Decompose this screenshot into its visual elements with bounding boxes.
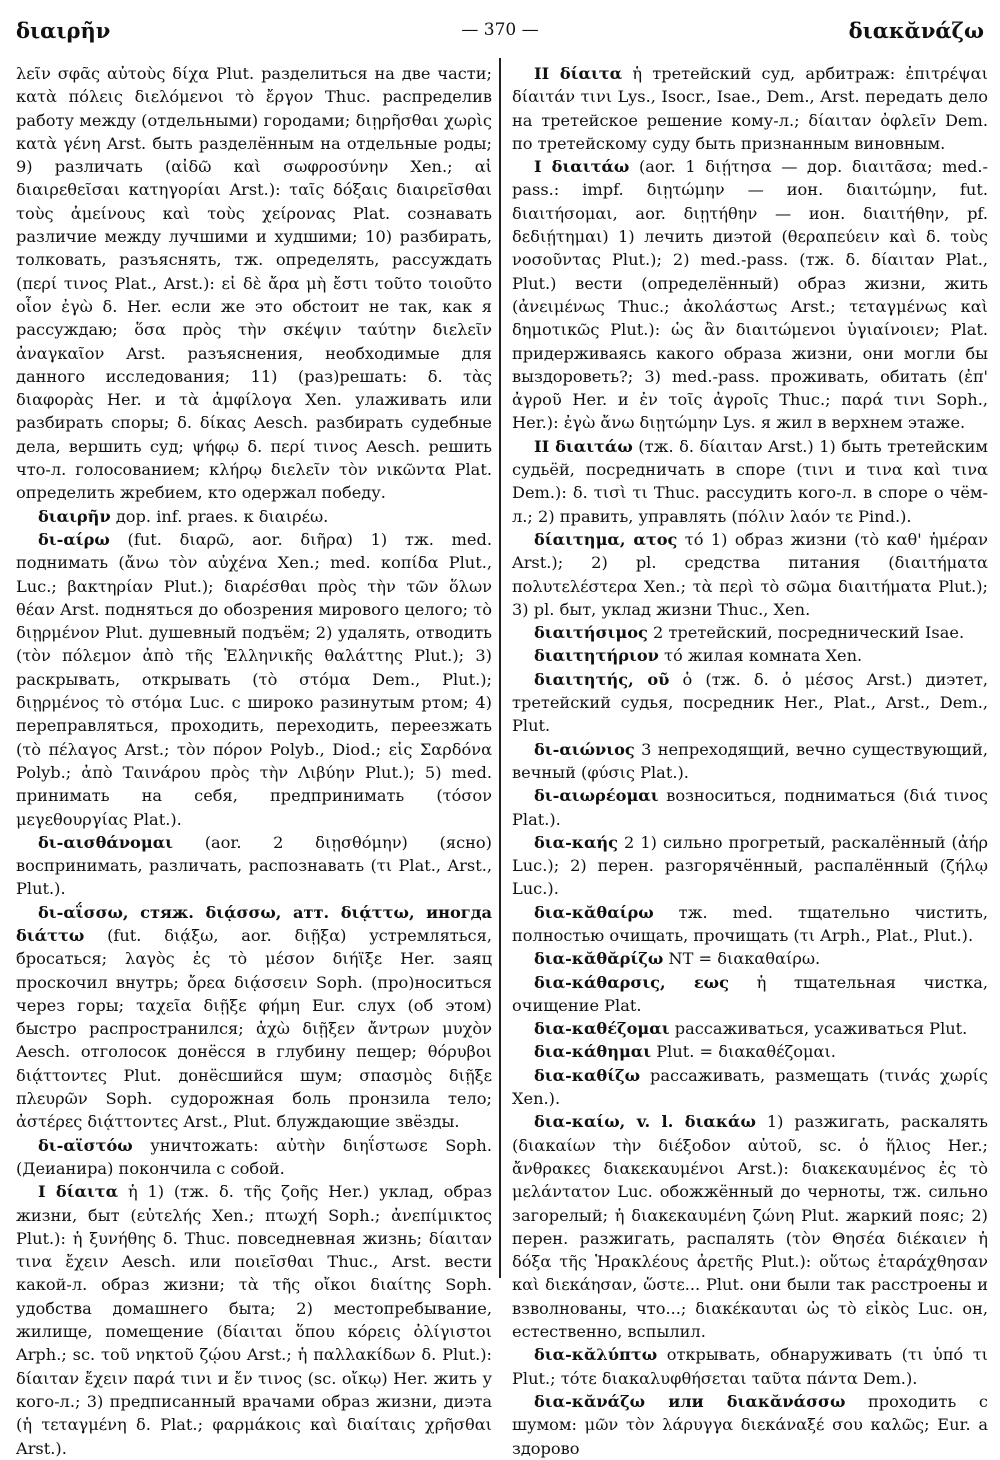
entry-headword: δια-κᾰνάζω или διακᾰνάσσω xyxy=(534,1391,846,1411)
dictionary-entry xyxy=(16,901,492,1134)
entry-headword: I διαιτάω xyxy=(534,157,630,177)
right-column xyxy=(512,62,989,1458)
dictionary-entry xyxy=(512,738,988,785)
entry-text: 1) разжигать, раскалять (διακαίων τὴν διέξοδον αὐτοῦ, sc. ὁ ἥλιος Her.; ἄνθρακες διακεκαυμένοι Arst.): διακεκαυμένος ἐς τὸ μελάντατον Luc. обожжённый до черноты, тж. сильно загорелый; ἡ διακεκαυμένη ζώνη Plut. жаркий пояс; 2) перен. разжигать, распалять (τὸν Θησέα διέκαιεν ἡ δόξα τῆς Ἡρακλέους ἀρετῆς Plut.): οὕτως ἐταράχθησαν καὶ διεκάησαν, ὥστε... Plut. они были так расстроены и взволнованы, что...; διακέκαυται ὡς τὸ εἰκὸς Luc. он, естественно, вспылил. xyxy=(512,1112,988,1342)
dictionary-entry xyxy=(16,1180,492,1460)
entry-text: ἡ тщательная чистка, очищение Plat. xyxy=(512,972,988,1015)
entry-text: τό 1) образ жизни (τὸ καθ' ἡμέραν Arst.); 2) pl. средства питания (διαιτήματα πολυτελέστερα Xen.; τὰ περὶ τὸ σῶμα διαιτήματα Plut.); 3) pl. быт, уклад жизни Thuc., Xen. xyxy=(512,529,988,619)
entry-headword: διαιρῆν xyxy=(38,506,111,526)
dictionary-entry xyxy=(16,1134,492,1181)
entry-text: открывать, обнаруживать (τι ὑπό τι Plut.; τότε διακαλυφθήσεται ταῦτα πάντα Dem.). xyxy=(512,1345,988,1388)
entry-text: NT = διακαθαίρω. xyxy=(668,949,821,969)
entry-headword: δια-κάθημαι xyxy=(534,1042,652,1062)
right-running-headword: διακᾰνάζω xyxy=(848,18,984,43)
entry-headword: δι-αισθάνομαι xyxy=(38,832,173,852)
entry-headword: δια-κᾰθαίρω xyxy=(534,902,654,922)
entry-text: уничтожать: αὐτὴν διηΐστωσε Soph. (Деианира) покончила с собой. xyxy=(16,1135,492,1178)
dictionary-entry xyxy=(512,831,988,901)
dictionary-entry xyxy=(16,831,492,901)
entry-headword: διαιτητής, οῦ xyxy=(534,669,670,689)
dictionary-entry xyxy=(512,947,988,970)
entry-text: (тж. δ. δίαιταν Arst.) 1) быть третейским судьёй, посредничать в споре (τινι и τινα καὶ τινα Dem.): δ. τισὶ τι Thuc. рассудить кого-л. в споре о чём-л.; 2) править, управлять (πόλιν λαόν τε Pind.). xyxy=(512,436,988,526)
entry-text: 2 1) сильно прогретый, раскалённый (ἀήρ Luc.); 2) перен. разгорячённый, распалённый (ζήλῳ Luc.). xyxy=(512,832,988,899)
entry-text: τό жилая комната Xen. xyxy=(664,646,863,666)
dictionary-entry xyxy=(512,644,988,667)
entry-headword: I δίαιτα xyxy=(38,1182,119,1202)
entry-text: ἡ 1) (тж. δ. τῆς ζοῆς Her.) уклад, образ жизни, быт (εὐτελής Xen.; πτωχή Soph.; ἀνεπίμικτος Plut.): ἡ ξυνήθης δ. Thuc. повседневная жизнь; δίαιταν τινα ἔχειν Aesch. или ποιεῖσθαι Thuc., Arst. вести какой-л. образ жизни; τὰ τῆς οἴκοι διαίτης Soph. удобства домашнего быта; 2) местопребывание, жилище, помещение (δίαιται ὅπου κόρεις ὀλίγιστοι Arph.; sc. τοῦ νηκτοῦ ζῴου Arst.; ἡ παλλακίδων δ. Plut.): δίαιταν ἔχειν παρά τινι и ἔν τινος (sc. οἴκῳ) Her. жить у кого-л.; 3) предписанный врачами образ жизни, диэта (ἡ τεταγμένη δ. Plat.; φαρμάκοις καὶ διαίταις χρῆσθαι Arst.). xyxy=(16,1182,492,1458)
entry-text: возноситься, подниматься (διά τινος Plat.). xyxy=(512,786,988,829)
dictionary-entry xyxy=(512,621,988,644)
entry-headword: II δίαιτα xyxy=(534,64,623,83)
dictionary-entry xyxy=(512,1040,988,1063)
left-column xyxy=(16,62,492,1458)
dictionary-entry xyxy=(512,1343,988,1390)
dictionary-entry xyxy=(512,62,988,155)
entry-text: 3 непреходящий, вечно существующий, вечный (φύσις Plat.). xyxy=(512,739,988,782)
entry-text: дор. inf. praes. к διαιρέω. xyxy=(115,506,329,526)
entry-text: (fut. διᾴξω, aor. διῇξα) устремляться, бросаться; λαγὸς ἐς τὸ μέσον διήϊξε Her. заяц проскочил внутрь; ὄρεα διᾴσσειν Soph. (про)носиться через горы; ταχεῖα διῇξε φήμη Eur. слух (об этом) быстро распространился; ἀχὼ διῇξεν ἄντρων μυχὸν Aesch. отголосок донёсся в глубину пещер; θόρυβοι διᾴττοντες Plut. донёсшийся шум; σπασμὸς διῇξε πλευρῶν Soph. судорожная боль пронзила тело; ἀστέρες διᾴττοντες Arst., Plut. блуждающие звёзды. xyxy=(16,925,492,1132)
entry-headword: II διαιτάω xyxy=(534,436,633,456)
entry-headword: διαιτητήριον xyxy=(534,646,659,666)
entry-headword: δια-κάθαρσις, εως xyxy=(534,972,729,992)
entry-text: (fut. διαρῶ, aor. διῆρα) 1) тж. med. поднимать (ἄνω τὸν αὐχένα Xen.; med. κοπίδα Plut., Luc.; βακτηρίαν Plut.); διαρέσθαι πρὸς τὴν τῶν ὅλων θέαν Arst. подняться до обозрения мирового целого; τὸ διῃρμένον Plut. душевный подъём; 2) удалять, отводить (τὸν πόλεμον ἀπὸ τῆς Ἑλληνικῆς θαλάττης Plut.); 3) раскрывать, открывать (τὸ στόμα Dem., Plut.); διῃρμένος τὸ στόμα Luc. с широко разинутым ртом; 4) переправляться, проходить, переходить, переезжать (τὸ πέλαγος Arst.; τὸν πόρον Polyb., Diod.; εἰς Σαρδόνα Polyb.; ἀπὸ Ταινάρου πρὸς τὴν Λιβύην Plut.); 5) med. принимать на себя, предпринимать (τόσον μεγεθουργίας Plat.). xyxy=(16,529,492,829)
page-header xyxy=(16,18,984,50)
dictionary-entry xyxy=(512,1390,988,1460)
entry-text: ὁ (тж. δ. ὁ μέσος Arst.) диэтет, третейский судья, посредник Her., Plat., Arst., Dem., Plut. xyxy=(512,669,988,736)
left-running-headword: διαιρῆν xyxy=(16,18,111,43)
dictionary-entry xyxy=(512,1017,988,1040)
entry-text: Plut. = διακαθέζομαι. xyxy=(656,1042,836,1062)
dictionary-entry xyxy=(512,1064,988,1111)
dictionary-entry xyxy=(512,435,988,528)
entry-headword: δι-αϊστόω xyxy=(38,1135,133,1155)
dictionary-entry xyxy=(512,528,988,621)
entry-headword: δι-αιώνιος xyxy=(534,739,635,759)
entry-text: рассаживать, размещать (τινάς χωρίς Xen.). xyxy=(512,1065,988,1109)
entry-text: (aor. 2 διῃσθόμην) (ясно) воспринимать, различать, распознавать (τι Plat., Arst., Plut.). xyxy=(16,832,492,899)
dictionary-entry xyxy=(16,528,492,831)
dictionary-entry xyxy=(512,784,988,831)
column-divider xyxy=(499,58,501,1278)
entry-text: 2 третейский, посреднический Isae. xyxy=(653,623,965,643)
dictionary-entry xyxy=(512,1110,988,1343)
entry-headword: δια-κᾰλύπτω xyxy=(534,1345,658,1365)
entry-text: тж. med. тщательно чистить, полностью очищать, прочищать (τι Arph., Plat., Plut.). xyxy=(512,902,988,945)
entry-text: ἡ третейский суд, арбитраж: ἐπιτρέψαι δίαιτάν τινι Lys., Isocr., Isae., Dem., Arst. передать дело на третейское решение кому-л.; δίαιταν ὀφλεῖν Dem. по третейскому суду быть признанным виновным. xyxy=(512,64,988,153)
entry-text: λεῖν σφᾶς αὐτοὺς δίχα Plut. разделиться на две части; κατὰ πόλεις διελόμενοι τὸ ἔργον Thuc. распределив работу между (отдельными) городами; διῃρῆσθαι χωρὶς κατὰ γένη Arst. быть разделённым на отдельные роды; 9) различать (αἰδῶ καὶ σωφροσύνην Xen.; αἱ διαιρεθεῖσαι κατηγορίαι Arst.): ταῖς δόξαις διαιρεῖσθαι τοὺς ἀμείνους καὶ τοὺς χείρονας Plat. сознавать различие между лучшими и худшими; 10) разбирать, толковать, разъяснять, тж. определять, рассуждать (περί τινος Plat., Arst.): εἰ δὲ ἄρα μὴ ἔστι τοῦτο τοιοῦτο οἷον ἐγὼ δ. Her. если же это обстоит не так, как я рассуждаю; ὅσα πρὸς τὴν σκέψιν ταύτην διελεῖν ἀναγκαῖον Arst. разъяснения, необходимые для данного исследования; 11) (раз)решать: δ. τὰς διαφορὰς Her. и τὰ ἀμφίλογα Xen. улаживать или разбирать споры; δ. δίκας Aesch. разбирать судебные дела, вершить суд; ψήφῳ δ. περί τινος Aesch. решить что-л. голосованием; κλήρῳ διελεῖν τὸν νικῶντα Plat. определить жребием, кто одержал победу. xyxy=(16,64,492,503)
entry-headword: δια-καθίζω xyxy=(534,1065,641,1085)
dictionary-entry xyxy=(512,668,988,738)
entry-headword: δια-καθέζομαι xyxy=(534,1019,670,1039)
page-number: — 370 — xyxy=(461,20,539,40)
entry-headword: δίαιτημα, ατος xyxy=(534,529,678,549)
dictionary-entry xyxy=(512,155,988,435)
entry-headword: δι-αιωρέομαι xyxy=(534,786,659,806)
dictionary-entry xyxy=(16,505,492,528)
entry-text: (aor. 1 διῄτησα — дор. διαιτᾶσα; med.-pass.: impf. διῃτώμην — ион. διαιτώμην, fut. διαιτήσομαι, aor. διῃτήθην — ион. διαιτήθην, pf. δεδιῄτημαι) 1) лечить диэтой (θεραπεύειν καὶ δ. τοὺς νοσοῦντας Plut.); 2) med.-pass. (тж. δ. δίαιταν Plat., Plut.) вести (определённый) образ жизни, жить (ἀνειμένως Thuc.; ἀκολάστως Arst.; τεταγμένως καὶ δημοτικῶς Plut.): ὡς ἂν διαιτώμενοι ὑγιαίνοιεν; Plat. придерживаясь какого образа жизни, они могли бы выздороветь?; 3) med.-pass. проживать, обитать (ἐπ' ἀγροῦ Her. и ἐν τοῖς ἀγροῖς Thuc.; παρά τινι Soph., Her.): ἐγὼ ἄνω διῃτώμην Lys. я жил в верхнем этаже. xyxy=(512,157,989,433)
entry-headword: δια-κᾰθᾰρίζω xyxy=(534,949,664,969)
entry-headword: δι-αΐσσω, стяж. διᾴσσω, атт. διᾴττω, иногда διάττω xyxy=(16,902,492,945)
dictionary-entry xyxy=(512,901,988,948)
entry-headword: διαιτήσιμος xyxy=(534,623,648,643)
entry-text: рассаживаться, усаживаться Plut. xyxy=(674,1019,968,1039)
dictionary-entry xyxy=(512,971,988,1018)
entry-headword: δια-καίω, v. l. διακάω xyxy=(534,1112,756,1132)
dictionary-entry xyxy=(16,62,492,505)
entry-text: проходить с шумом: μῶν τὸν λάρυγγα διεκάναξέ σου καλῶς; Eur. а здорово xyxy=(512,1391,988,1458)
entry-headword: δι-αίρω xyxy=(38,529,110,549)
entry-headword: δια-καής xyxy=(534,832,619,852)
